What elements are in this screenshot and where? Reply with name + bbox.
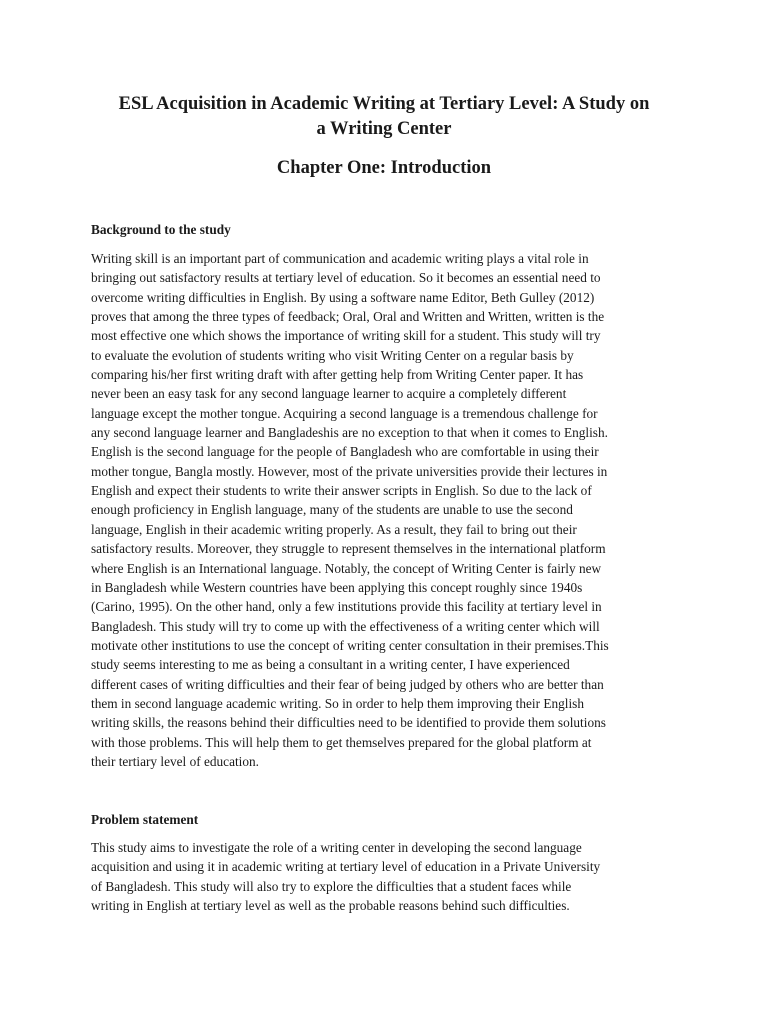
text-line: writing skills, the reasons behind their difficulties need to be identified to provide them solutions (91, 715, 606, 731)
text-line: proves that among the three types of feedback; Oral, Oral and Written and Written, written is the (91, 309, 605, 325)
chapter-heading: Chapter One: Introduction (276, 158, 492, 178)
text-line: satisfactory results. Moreover, they struggle to represent themselves in the international platform (91, 541, 606, 557)
text-line: acquisition and using it in academic writing at tertiary level of education in a Private University (91, 859, 601, 875)
section-heading-problem: Problem statement (91, 812, 199, 827)
text-line: writing in English at tertiary level as well as the probable reasons behind such difficulties. (91, 898, 570, 914)
text-line: with those problems. This will help them to get themselves prepared for the global platform at (91, 734, 592, 750)
text-line: language, English in their academic writing properly. As a result, they fail to bring out their (91, 521, 577, 537)
text-line: mother tongue, Bangla mostly. However, most of the private universities provide their lectures in (91, 463, 608, 479)
text-line: bringing out satisfactory results at tertiary level of education. So it becomes an essential need to (91, 270, 601, 286)
text-line: (Carino, 1995). On the other hand, only a few institutions provide this facility at tertiary level in (91, 599, 602, 615)
text-line: different cases of writing difficulties and their fear of being judged by others who are better than (91, 676, 604, 692)
text-line: enough proficiency in English language, many of the students are unable to use the second (91, 502, 573, 518)
text-line: never been an easy task for any second language learner to acquire a completely different (91, 386, 567, 402)
title-line: ESL Acquisition in Academic Writing at Tertiary Level: A Study on (118, 94, 650, 114)
problem-paragraph (91, 838, 683, 915)
text-line: Bangladesh. This study will try to come up with the effectiveness of a writing center which will (91, 618, 600, 634)
text-line: where English is an International language. Notably, the concept of Writing Center is fairly new (91, 560, 602, 576)
text-line: This study aims to investigate the role of a writing center in developing the second language (91, 840, 582, 855)
background-paragraph (91, 249, 683, 771)
text-line: in Bangladesh while Western countries have been applying this concept roughly since 1940s (91, 579, 583, 595)
text-line: overcome writing difficulties in English. By using a software name Editor, Beth Gulley (2012) (91, 289, 595, 305)
text-line: any second language learner and Bangladeshis are no exception to that when it comes to English. (91, 425, 608, 441)
text-line: to evaluate the evolution of students writing who visit Writing Center on a regular basis by (91, 347, 574, 363)
text-line: them in second language academic writing. So in order to help them improving their English (91, 695, 584, 711)
text-line: most effective one which shows the importance of writing skill for a student. This study will try (91, 328, 601, 344)
text-line: English is the second language for the people of Bangladesh who are comfortable in using their (91, 444, 599, 460)
text-line: of Bangladesh. This study will also try to explore the difficulties that a student faces while (91, 878, 572, 894)
text-line: Writing skill is an important part of communication and academic writing plays a vital role in (91, 251, 589, 266)
title-line: a Writing Center (316, 119, 452, 139)
section-heading-background: Background to the study (91, 222, 231, 237)
text-line: language except the mother tongue. Acquiring a second language is a tremendous challenge for (91, 405, 598, 421)
text-line: their tertiary level of education. (91, 753, 259, 769)
document-title (80, 92, 688, 142)
text-line: study seems interesting to me as being a consultant in a writing center, I have experienced (91, 657, 570, 673)
text-line: comparing his/her first writing draft with after getting help from Writing Center paper. It has (91, 367, 584, 383)
text-line: English and expect their students to write their answer scripts in English. So due to the lack of (91, 483, 592, 499)
text-line: motivate other institutions to use the concept of writing center consultation in their premises.This (91, 637, 609, 653)
